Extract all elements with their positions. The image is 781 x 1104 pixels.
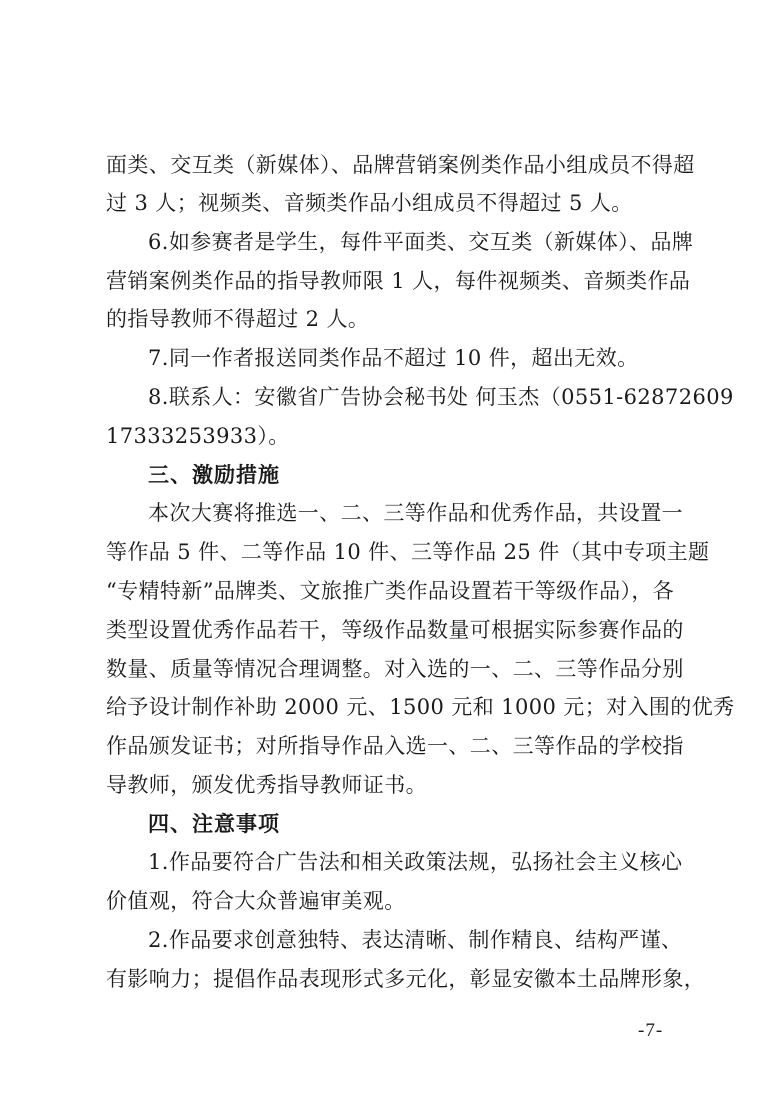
list-item-8: 8.联系人：安徽省广告协会秘书处 何玉杰（0551-62872609 [148, 385, 734, 409]
body-text-line: 营销案例类作品的指导教师限 1 人，每件视频类、音频类作品 [106, 269, 691, 293]
list-item-2: 2.作品要求创意独特、表达清晰、制作精良、结构严谨、 [148, 928, 683, 952]
body-text-line: 过 3 人；视频类、音频类作品小组成员不得超过 5 人。 [106, 191, 633, 215]
body-text-line: 等作品 5 件、二等作品 10 件、三等作品 25 件（其中专项主题 [106, 540, 710, 564]
body-text-line: 面类、交互类（新媒体）、品牌营销案例类作品小组成员不得超 [106, 153, 695, 177]
body-text-line: 类型设置优秀作品若干，等级作品数量可根据实际参赛作品的 [106, 618, 684, 642]
body-text-line: 价值观，符合大众普遍审美观。 [106, 889, 406, 913]
list-item-6: 6.如参赛者是学生，每件平面类、交互类（新媒体）、品牌 [148, 230, 694, 254]
body-text-line: 的指导教师不得超过 2 人。 [106, 307, 370, 331]
body-text-line: “专精特新”品牌类、文旅推广类作品设置若干等级作品），各 [106, 579, 675, 603]
page-number: -7- [638, 1020, 664, 1041]
body-text-line: 17333253933）。 [106, 424, 290, 448]
body-text-line: 作品颁发证书；对所指导作品入选一、二、三等作品的学校指 [106, 734, 684, 758]
body-text-line: 给予设计制作补助 2000 元、1500 元和 1000 元；对入围的优秀 [106, 695, 735, 719]
list-item-1: 1.作品要符合广告法和相关政策法规，弘扬社会主义核心 [148, 850, 683, 874]
section-heading-notes: 四、注意事项 [148, 812, 280, 836]
paragraph-start: 本次大赛将推选一、二、三等作品和优秀作品，共设置一 [148, 501, 683, 525]
body-text-line: 导教师，颁发优秀指导教师证书。 [106, 773, 427, 797]
list-item-7: 7.同一作者报送同类作品不超过 10 件，超出无效。 [148, 346, 639, 370]
section-heading-incentives: 三、激励措施 [148, 463, 280, 487]
body-text-line: 数量、质量等情况合理调整。对入选的一、二、三等作品分别 [106, 657, 684, 681]
body-text-line: 有影响力；提倡作品表现形式多元化，彰显安徽本土品牌形象， [106, 967, 706, 991]
